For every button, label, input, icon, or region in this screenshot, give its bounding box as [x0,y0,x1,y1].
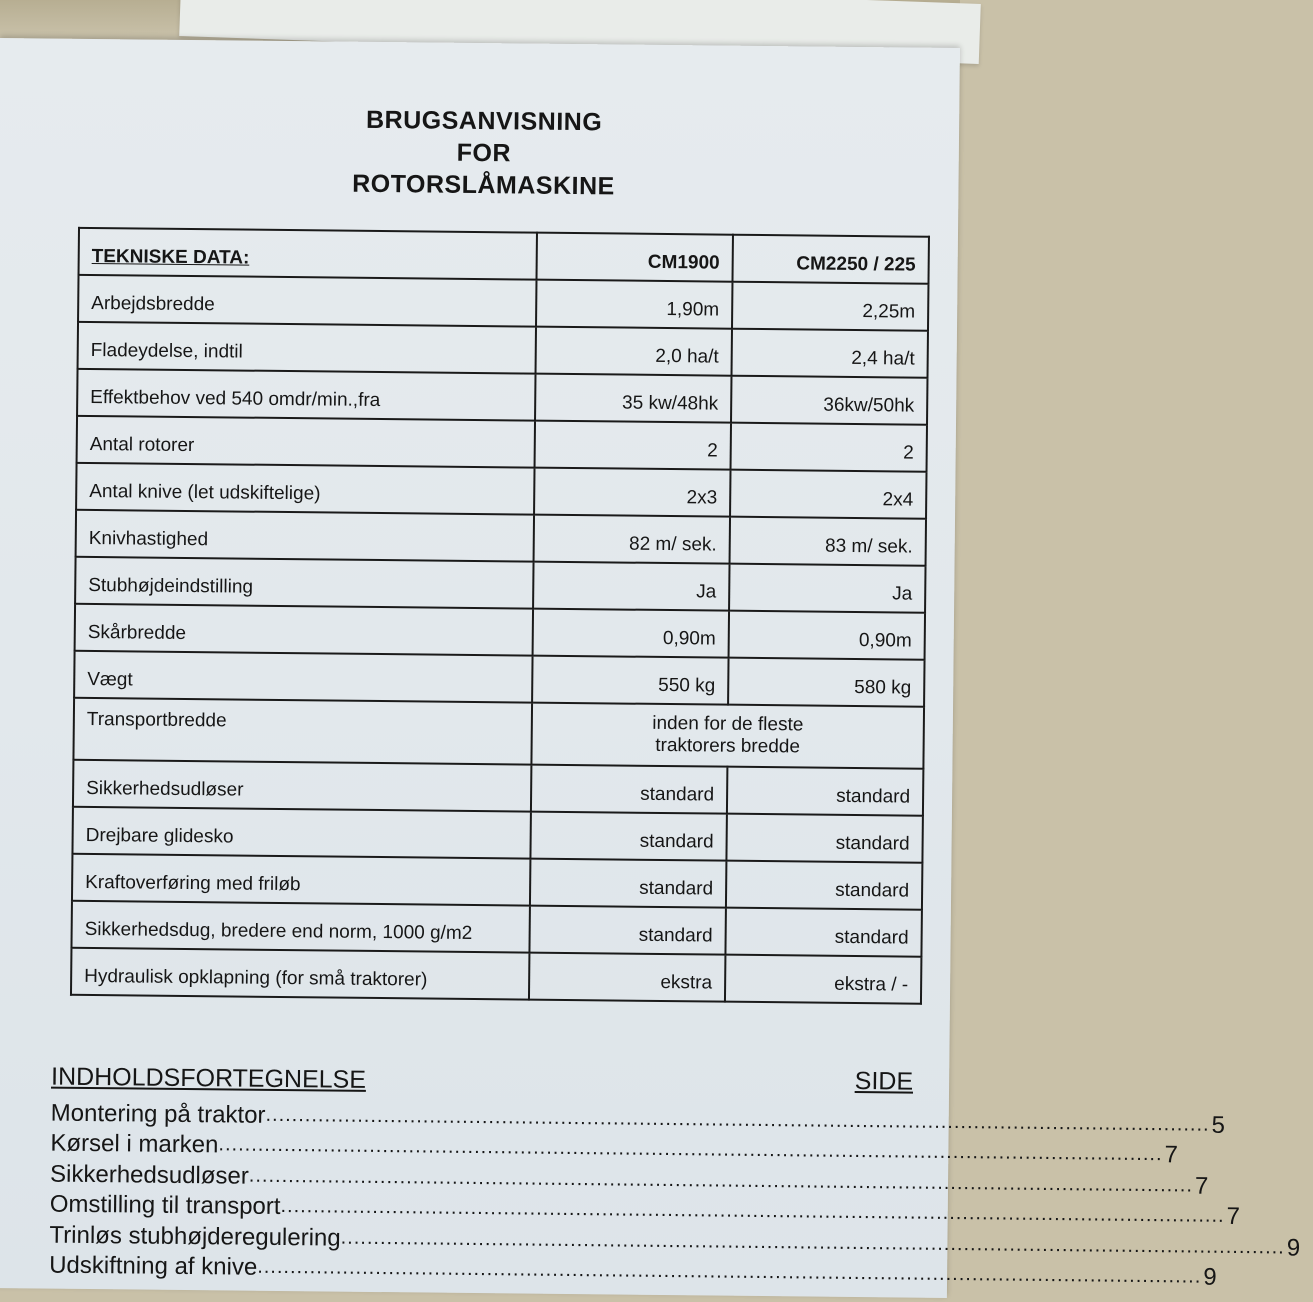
cm2250-value: standard [726,814,922,863]
cm1900-value: 2,0 ha/t [536,327,732,376]
row-label: Fladeydelse, indtil [78,322,536,374]
toc-leader-dots: ................................................................................................................................................ [265,1103,1210,1136]
cm1900-value: 550 kg [532,656,728,705]
cm1900-value: standard [531,765,727,814]
row-label: Transportbredde [73,698,532,765]
title-line-3: ROTORSLÅMASKINE [352,169,615,201]
cm1900-value: 35 kw/48hk [535,374,731,423]
cm2250-value: 2,4 ha/t [732,329,928,378]
row-label: Effektbehov ved 540 omdr/min.,fra [77,369,535,421]
cm1900-value: Ja [533,562,729,611]
cm1900-value: 82 m/ sek. [534,515,730,564]
toc-entry-label: Sikkerhedsudløser [49,1160,249,1190]
header-cm2250: CM2250 / 225 [732,235,928,284]
row-label: Sikkerhedsdug, bredere end norm, 1000 g/m2 [71,901,529,953]
toc-leader-dots: ................................................................................................................................................ [257,1255,1202,1288]
cm1900-value: 2 [535,421,731,470]
transport-value-line-1: inden for de fleste [652,712,804,736]
cm1900-value: 2x3 [534,468,730,517]
transport-row [73,698,924,769]
title-line-1: BRUGSANVISNING [365,105,603,137]
header-technical-data: TEKNISKE DATA: [79,228,537,280]
row-label: Skårbredde [75,604,533,656]
cm2250-value: 36kw/50hk [731,376,927,425]
cm1900-value: standard [530,859,726,908]
toc-entry-page: 7 [1194,1172,1209,1200]
toc-leader-dots: ................................................................................................................................................ [218,1133,1163,1166]
cm2250-value: 2,25m [732,282,928,331]
cm2250-value: Ja [729,564,925,613]
row-label: Antal rotorer [77,416,535,468]
row-label: Antal knive (let udskiftelige) [76,463,534,515]
cm2250-value: ekstra / - [725,955,921,1004]
toc-entry-page: 9 [1286,1234,1301,1262]
table-of-contents [49,1062,1301,1291]
row-label: Knivhastighed [76,510,534,562]
table-row [71,948,921,1004]
toc-title: INDHOLDSFORTEGNELSE [50,1062,367,1094]
row-label: Vægt [74,651,532,703]
cm2250-value: 580 kg [728,658,924,707]
header-cm1900: CM1900 [536,233,732,282]
cm2250-value: standard [726,861,922,910]
toc-leader-dots: ................................................................................................................................................ [340,1226,1285,1259]
toc-leader-dots: ................................................................................................................................................ [248,1164,1194,1197]
toc-entry-label: Trinløs stubhøjderegulering [49,1221,341,1252]
document-page [0,38,1301,1298]
toc-entry-page: 5 [1211,1111,1226,1139]
toc-leader-dots: ................................................................................................................................................ [280,1195,1225,1227]
toc-entry-page: 7 [1226,1202,1241,1231]
cm2250-value: 2 [731,423,927,472]
title-line-2: FOR [456,138,512,168]
cm1900-value: standard [530,812,726,861]
row-label: Kraftoverføring med friløb [72,854,530,906]
cm1900-value: 1,90m [536,280,732,329]
row-label: Arbejdsbredde [78,275,536,327]
transport-width-value [531,703,924,769]
cm1900-value: standard [529,906,725,955]
toc-entry-label: Montering på traktor [50,1099,266,1129]
row-label: Stubhøjdeindstilling [75,557,533,609]
cm2250-value: standard [727,767,923,816]
cm1900-value: 0,90m [533,609,729,658]
row-label: Drejbare glidesko [72,807,530,859]
row-label: Sikkerhedsudløser [73,760,531,812]
transport-value-line-2: traktorers bredde [655,734,801,758]
toc-entry-label: Omstilling til transport [49,1190,281,1221]
document-title [298,103,669,203]
cm2250-value: 0,90m [729,611,925,660]
cm2250-value: 2x4 [730,470,926,519]
toc-entry-label: Kørsel i marken [50,1129,219,1159]
row-label: Hydraulisk opklapning (for små traktorer) [71,948,529,1000]
toc-entry-page: 9 [1203,1263,1217,1291]
technical-data-table [70,227,930,1005]
toc-entry-label: Udskiftning af knive [49,1251,258,1281]
cm2250-value: 83 m/ sek. [730,517,926,566]
cm1900-value: ekstra [529,953,725,1002]
toc-page-column-label: SIDE [854,1067,914,1096]
toc-entry-page: 7 [1164,1141,1179,1169]
cm2250-value: standard [725,908,921,957]
